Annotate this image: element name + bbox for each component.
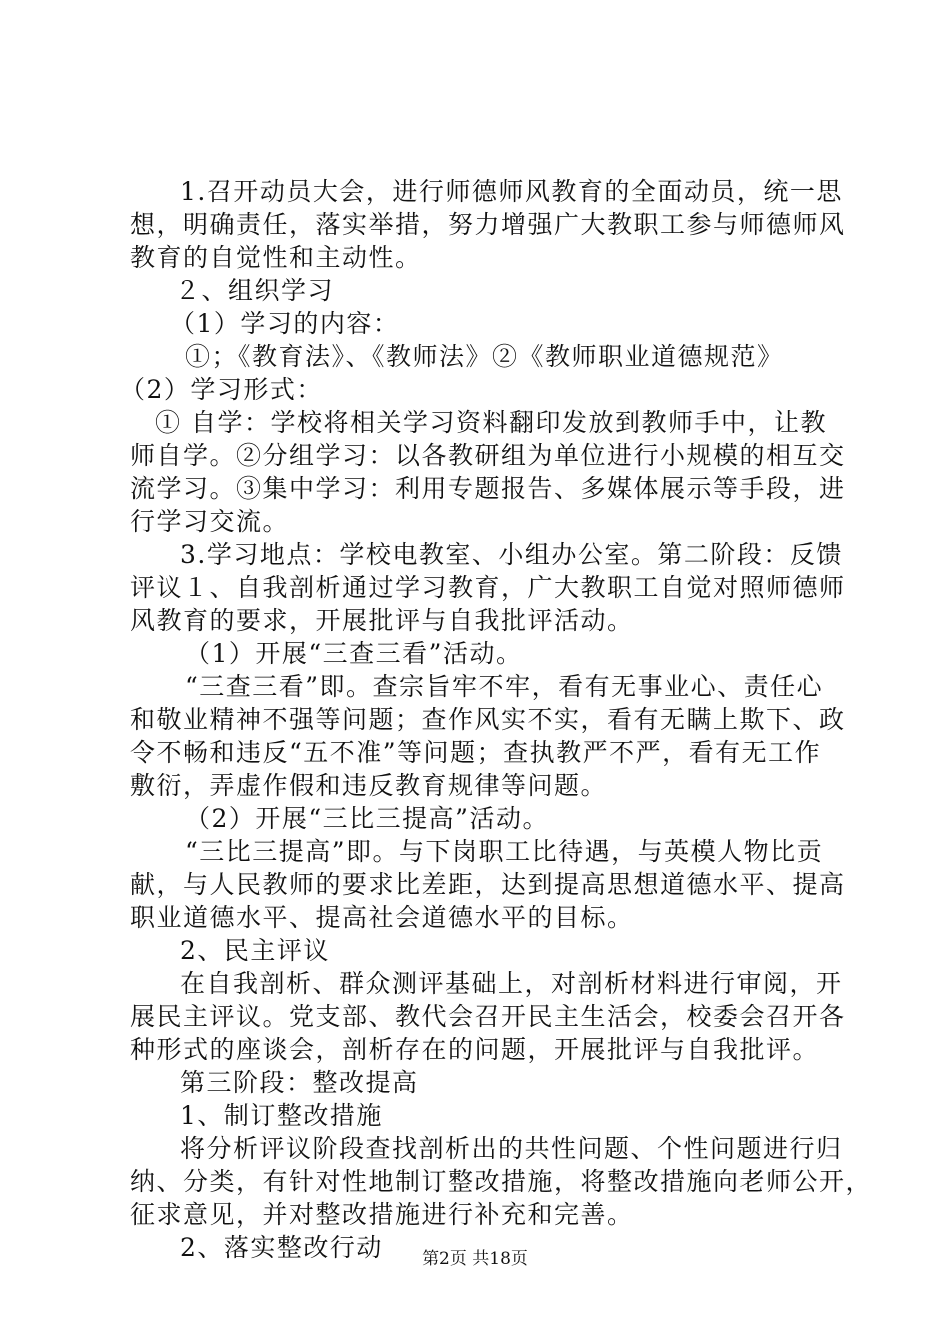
paragraph-line: 1.召开动员大会，进行师德师风教育的全面动员，统一思: [180, 177, 843, 206]
section-heading: ２、组织学习: [175, 276, 335, 305]
subsection-heading: （1）学习的内容：: [170, 309, 400, 338]
page-number-footer: 第2页 共18页: [422, 1249, 528, 1269]
paragraph-line: 展民主评议。党支部、教代会召开民主生活会，校委会召开各: [130, 1002, 846, 1031]
paragraph-line: ①；《教育法》、《教师法》②《教师职业道德规范》: [185, 342, 784, 371]
paragraph-line: “三查三看”即。查宗旨牢不牢，看有无事业心、责任心: [185, 672, 824, 701]
paragraph-line: 师自学。②分组学习：以各教研组为单位进行小规模的相互交: [130, 441, 846, 470]
paragraph-line: 和敬业精神不强等问题；查作风实不实，看有无瞒上欺下、政: [130, 705, 846, 734]
paragraph-line: ① 自学：学校将相关学习资料翻印发放到教师手中，让教: [155, 408, 827, 437]
subsection-heading: （2）开展“三比三提高”活动。: [185, 804, 549, 833]
paragraph-line: 职业道德水平、提高社会道德水平的目标。: [130, 903, 634, 932]
paragraph-line: 3.学习地点：学校电教室、小组办公室。第二阶段：反馈: [180, 540, 843, 569]
phase-heading: 第三阶段：整改提高: [180, 1068, 419, 1097]
section-heading: 2、落实整改行动: [180, 1233, 383, 1262]
subsection-heading: （1）开展“三查三看”活动。: [185, 639, 523, 668]
subsection-heading: （2）学习形式：: [120, 375, 323, 404]
section-heading: 2、民主评议: [180, 936, 330, 965]
paragraph-line: 风教育的要求，开展批评与自我批评活动。: [130, 606, 634, 635]
paragraph-line: 在自我剖析、群众测评基础上，对剖析材料进行审阅，开: [180, 969, 843, 998]
section-heading: 1、制订整改措施: [180, 1101, 383, 1130]
paragraph-line: 将分析评议阶段查找剖析出的共性问题、个性问题进行归: [180, 1134, 843, 1163]
paragraph-line: 想，明确责任，落实举措，努力增强广大教职工参与师德师风: [130, 210, 846, 239]
paragraph-line: 教育的自觉性和主动性。: [130, 243, 422, 272]
document-body: [120, 175, 873, 1264]
paragraph-line: 流学习。③集中学习：利用专题报告、多媒体展示等手段，进: [130, 474, 846, 503]
paragraph-line: 行学习交流。: [130, 507, 290, 536]
paragraph-line: 评议１、自我剖析通过学习教育，广大教职工自觉对照师德师: [130, 573, 846, 602]
paragraph-line: 敷衍，弄虚作假和违反教育规律等问题。: [130, 771, 608, 800]
paragraph-line: 令不畅和违反“五不准”等问题；查执教严不严，看有无工作: [130, 738, 822, 767]
paragraph-line: 种形式的座谈会，剖析存在的问题，开展批评与自我批评。: [130, 1035, 820, 1064]
paragraph-line: 纳、分类，有针对性地制订整改措施，将整改措施向老师公开，: [130, 1167, 873, 1196]
paragraph-line: “三比三提高”即。与下岗职工比待遇，与英模人物比贡: [185, 837, 824, 866]
paragraph-line: 献，与人民教师的要求比差距，达到提高思想道德水平、提高: [130, 870, 846, 899]
paragraph-line: 征求意见，并对整改措施进行补充和完善。: [130, 1200, 634, 1229]
